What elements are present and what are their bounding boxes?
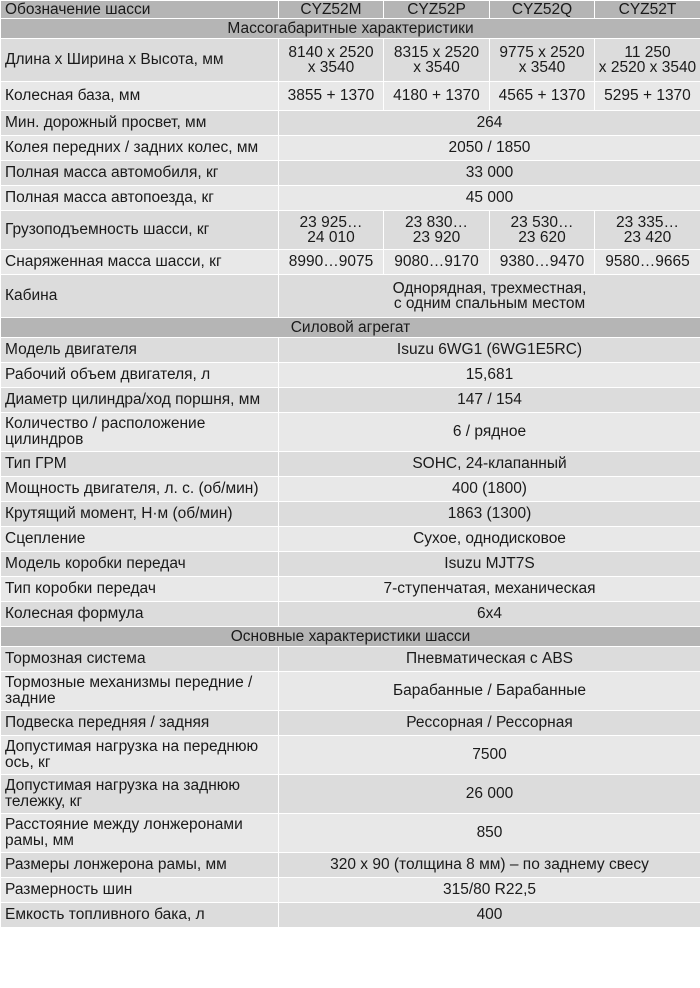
table-row [1, 527, 700, 552]
cell-line: 23 530… [510, 214, 574, 231]
table-row [1, 878, 700, 903]
row-label: Тип ГРМ [1, 452, 279, 477]
table-row [1, 602, 700, 627]
cell-value: 26 000 [279, 775, 700, 814]
table-row [1, 275, 700, 318]
table-row [1, 502, 700, 527]
cell-value [384, 39, 490, 82]
row-label: Диаметр цилиндра/ход поршня, мм [1, 388, 279, 413]
row-label: Мощность двигателя, л. с. (об/мин) [1, 477, 279, 502]
section-mass-title: Массогабаритные характеристики [1, 19, 700, 39]
row-label: Мин. дорожный просвет, мм [1, 111, 279, 136]
row-label: Крутящий момент, Н·м (об/мин) [1, 502, 279, 527]
table-row [1, 577, 700, 602]
cell-value: Барабанные / Барабанные [279, 672, 700, 711]
cell-value: Рессорная / Рессорная [279, 711, 700, 736]
table-row [1, 853, 700, 878]
row-label: Тормозная система [1, 647, 279, 672]
cell-value: 4565 + 1370 [490, 82, 595, 111]
table-row [1, 82, 700, 111]
cell-value [595, 39, 700, 82]
table-row [1, 552, 700, 577]
model-cyz52q: CYZ52Q [490, 1, 595, 19]
cell-line: 23 335… [616, 214, 679, 231]
section-row [1, 627, 700, 647]
table-row [1, 161, 700, 186]
cell-value: 315/80 R22,5 [279, 878, 700, 903]
cell-line: с одним спальным местом [393, 295, 586, 312]
table-row [1, 452, 700, 477]
cell-line: х 3540 [518, 59, 566, 76]
table-row [1, 250, 700, 275]
cell-value: 6х4 [279, 602, 700, 627]
table-row [1, 736, 700, 775]
row-label: Тормозные механизмы передние / задние [1, 672, 279, 711]
row-label: Тип коробки передач [1, 577, 279, 602]
section-row [1, 19, 700, 39]
table-row [1, 814, 700, 853]
cell-line: х 2520 х 3540 [598, 59, 697, 76]
table-row [1, 477, 700, 502]
cell-value [279, 211, 384, 250]
table-row [1, 363, 700, 388]
cell-line: 8315 х 2520 [393, 44, 480, 61]
cell-value: Isuzu MJT7S [279, 552, 700, 577]
row-label: Полная масса автомобиля, кг [1, 161, 279, 186]
cell-value: 9580…9665 [595, 250, 700, 275]
cell-line: Однорядная, трехместная, [392, 280, 587, 297]
row-label: Колея передних / задних колес, мм [1, 136, 279, 161]
cell-line: 23 920 [412, 229, 461, 246]
cell-line: 24 010 [307, 229, 355, 246]
row-label: Допустимая нагрузка на заднюю тележку, кг [1, 775, 279, 814]
table-row [1, 647, 700, 672]
table-row [1, 338, 700, 363]
table-row [1, 136, 700, 161]
cell-value: 320 х 90 (толщина 8 мм) – по заднему свесу [279, 853, 700, 878]
row-label: Сцепление [1, 527, 279, 552]
table-row [1, 711, 700, 736]
cell-line: 23 925… [299, 214, 363, 231]
table-row [1, 39, 700, 82]
cell-value: 2050 / 1850 [279, 136, 700, 161]
cell-value: 400 (1800) [279, 477, 700, 502]
row-label: Размерность шин [1, 878, 279, 903]
row-label: Снаряженная масса шасси, кг [1, 250, 279, 275]
cell-value: 400 [279, 903, 700, 928]
row-label: Емкость топливного бака, л [1, 903, 279, 928]
cell-value: 7500 [279, 736, 700, 775]
table-row [1, 775, 700, 814]
cell-value [490, 39, 595, 82]
cell-value: 4180 + 1370 [384, 82, 490, 111]
cell-value: 1863 (1300) [279, 502, 700, 527]
cell-value: 9080…9170 [384, 250, 490, 275]
cell-value: 264 [279, 111, 700, 136]
table-row [1, 211, 700, 250]
cell-value [279, 39, 384, 82]
cell-value: Сухое, однодисковое [279, 527, 700, 552]
model-cyz52m: CYZ52M [279, 1, 384, 19]
row-label: Колесная формула [1, 602, 279, 627]
row-label: Размеры лонжерона рамы, мм [1, 853, 279, 878]
model-cyz52t: CYZ52T [595, 1, 700, 19]
cell-line: 8140 х 2520 [288, 44, 374, 61]
cell-line: 23 830… [405, 214, 468, 231]
table-row [1, 903, 700, 928]
cell-value [595, 211, 700, 250]
section-chassis-title: Основные характеристики шасси [1, 627, 700, 647]
cell-value: Isuzu 6WG1 (6WG1E5RC) [279, 338, 700, 363]
section-engine-title: Силовой агрегат [1, 318, 700, 338]
cell-line: 11 250 [624, 44, 671, 61]
table-row [1, 388, 700, 413]
cell-value [384, 211, 490, 250]
cell-value: 8990…9075 [279, 250, 384, 275]
row-label: Колесная база, мм [1, 82, 279, 111]
cell-value: 3855 + 1370 [279, 82, 384, 111]
table-row [1, 186, 700, 211]
row-label: Рабочий объем двигателя, л [1, 363, 279, 388]
cell-value: Пневматическая с ABS [279, 647, 700, 672]
cell-value: SOHC, 24-клапанный [279, 452, 700, 477]
cell-value: 33 000 [279, 161, 700, 186]
cell-value: 6 / рядное [279, 413, 700, 452]
cell-value: 15,681 [279, 363, 700, 388]
table-row [1, 672, 700, 711]
cell-value: 9380…9470 [490, 250, 595, 275]
cell-line: 23 620 [518, 229, 566, 246]
model-cyz52p: CYZ52P [384, 1, 490, 19]
cell-line: 9775 х 2520 [499, 44, 585, 61]
cell-value [490, 211, 595, 250]
row-label: Расстояние между лонжеронами рамы, мм [1, 814, 279, 853]
cell-value: 5295 + 1370 [595, 82, 700, 111]
cell-line: х 3540 [307, 59, 355, 76]
cell-line: 23 420 [623, 229, 672, 246]
cell-value: 147 / 154 [279, 388, 700, 413]
row-label: Полная масса автопоезда, кг [1, 186, 279, 211]
row-label: Длина х Ширина х Высота, мм [1, 39, 279, 82]
row-label: Количество / расположение цилиндров [1, 413, 279, 452]
cell-line: х 3540 [413, 59, 460, 76]
row-label: Кабина [1, 275, 279, 318]
cell-value [279, 275, 700, 318]
row-label: Грузоподъемность шасси, кг [1, 211, 279, 250]
table-row [1, 413, 700, 452]
section-row [1, 318, 700, 338]
row-label: Подвеска передняя / задняя [1, 711, 279, 736]
cell-value: 7-ступенчатая, механическая [279, 577, 700, 602]
header-label: Обозначение шасси [1, 1, 279, 19]
cell-value: 45 000 [279, 186, 700, 211]
header-row [1, 1, 700, 19]
row-label: Модель коробки передач [1, 552, 279, 577]
row-label: Модель двигателя [1, 338, 279, 363]
cell-value: 850 [279, 814, 700, 853]
row-label: Допустимая нагрузка на переднюю ось, кг [1, 736, 279, 775]
table-row [1, 111, 700, 136]
